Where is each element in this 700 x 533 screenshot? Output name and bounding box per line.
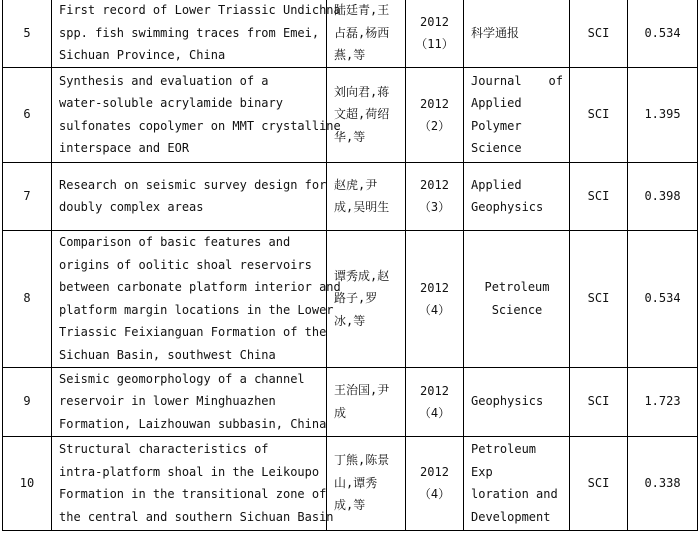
journal-name-line: Science xyxy=(491,302,543,317)
impact-factor-cell: 1.395 xyxy=(628,67,698,162)
authors-line: 谭秀成,赵 xyxy=(334,268,390,283)
publication-year: 2012 xyxy=(420,14,449,29)
row-number-cell: 5 xyxy=(3,0,52,67)
impact-factor-cell: 0.534 xyxy=(628,230,698,367)
index-type-cell: SCI xyxy=(570,230,628,367)
table-row xyxy=(3,0,698,67)
publications-table-body xyxy=(3,0,698,530)
publication-issue: （4） xyxy=(418,487,451,501)
journal-name-line: Geophysics xyxy=(471,200,544,214)
authors-line: 陆廷青,王 xyxy=(334,3,390,17)
authors-line: 文超,荷绍 xyxy=(334,107,390,122)
publication-year: 2012 xyxy=(420,178,449,192)
impact-factor-cell: 0.398 xyxy=(628,162,698,230)
authors-cell xyxy=(327,436,406,530)
journal-cell xyxy=(464,230,570,367)
year-issue-cell xyxy=(406,367,464,436)
authors-cell xyxy=(327,162,406,230)
authors-line: 刘向君,蒋 xyxy=(334,84,390,99)
paper-title-cell xyxy=(52,162,327,230)
authors-cell xyxy=(327,0,406,67)
paper-title-line: Sichuan Province, China xyxy=(59,48,226,62)
paper-title-line: spp. fish swimming traces from Emei, xyxy=(59,25,320,40)
authors-line: 王治国,尹 xyxy=(334,383,390,397)
paper-title-line: reservoir in lower Minghuazhen xyxy=(59,394,276,409)
paper-title-line: intra-platform shoal in the Leikoupo xyxy=(59,464,320,479)
impact-factor-cell: 1.723 xyxy=(628,367,698,436)
year-issue-cell xyxy=(406,162,464,230)
authors-line: 成 xyxy=(334,405,347,420)
impact-factor-cell: 0.338 xyxy=(628,436,698,530)
index-type-cell: SCI xyxy=(570,162,628,230)
journal-name-line: Applied xyxy=(471,96,522,110)
row-number-cell: 7 xyxy=(3,162,52,230)
paper-title-cell xyxy=(52,367,327,436)
paper-title-line: origins of oolitic shoal reservoirs xyxy=(59,257,312,272)
publication-issue: （2） xyxy=(418,118,451,133)
table-row xyxy=(3,367,698,436)
impact-factor-cell: 0.534 xyxy=(628,0,698,67)
paper-title-line: Formation in the transitional zone of xyxy=(59,487,327,501)
paper-title-line: the central and southern Sichuan Basin xyxy=(59,509,334,524)
year-issue-cell xyxy=(406,67,464,162)
authors-line: 冰,等 xyxy=(334,313,366,328)
publication-issue: （3） xyxy=(418,200,451,214)
journal-name-line: loration and xyxy=(471,487,558,501)
publications-table xyxy=(2,0,698,531)
journal-name-line: Geophysics xyxy=(471,394,544,409)
journal-cell xyxy=(464,0,570,67)
paper-title-cell xyxy=(52,0,341,67)
row-number-cell: 8 xyxy=(3,230,52,367)
authors-line: 华,等 xyxy=(334,129,366,144)
journal-cell xyxy=(464,367,570,436)
authors-line: 燕,等 xyxy=(334,48,366,62)
authors-cell xyxy=(327,67,406,162)
authors-line: 成,等 xyxy=(334,498,366,513)
paper-title-line: Structural characteristics of xyxy=(59,442,269,456)
paper-title-line: Research on seismic survey design for xyxy=(59,177,327,192)
publication-issue: （11） xyxy=(415,36,454,51)
authors-line: 丁熊,陈景 xyxy=(334,453,390,468)
authors-line: 山,谭秀 xyxy=(334,475,378,490)
publication-year: 2012 xyxy=(420,280,449,295)
journal-name-line: Petroleum xyxy=(484,280,550,294)
paper-title-line: Triassic Feixianguan Formation of the xyxy=(59,325,327,339)
publication-year: 2012 xyxy=(420,383,449,398)
paper-title-line: interspace and EOR xyxy=(59,141,190,155)
journal-name-line: Petroleum Exp xyxy=(471,442,537,479)
authors-line: 成,吴明生 xyxy=(334,200,390,214)
journal-name-line: Polymer xyxy=(471,118,522,133)
journal-cell xyxy=(464,162,570,230)
index-type-cell: SCI xyxy=(570,67,628,162)
year-issue-cell xyxy=(406,436,464,530)
authors-line: 路子,罗 xyxy=(334,291,378,306)
paper-title-cell xyxy=(52,67,341,162)
journal-cell xyxy=(464,67,570,162)
paper-title-line: Seismic geomorphology of a channel xyxy=(59,371,305,386)
authors-line: 占磊,杨西 xyxy=(334,25,390,40)
row-number-cell: 6 xyxy=(3,67,52,162)
paper-title-cell xyxy=(52,436,334,530)
row-number-cell: 9 xyxy=(3,367,52,436)
paper-title-line: water-soluble acrylamide binary xyxy=(59,96,283,110)
paper-title-line: sulfonates copolymer on MMT crystalline xyxy=(59,118,341,133)
publication-issue: （4） xyxy=(418,405,451,420)
index-type-cell: SCI xyxy=(570,0,628,67)
authors-cell xyxy=(327,367,406,436)
table-row xyxy=(3,230,698,367)
paper-title-line: doubly complex areas xyxy=(59,200,204,214)
paper-title-line: platform margin locations in the Lower xyxy=(59,302,334,317)
table-row xyxy=(3,67,698,162)
publication-year: 2012 xyxy=(420,465,449,479)
journal-name-line: Applied xyxy=(471,177,522,192)
journal-name-line: 科学通报 xyxy=(471,25,520,40)
journal-name-line: Development xyxy=(471,509,551,524)
journal-cell xyxy=(464,436,570,530)
paper-title-line: First record of Lower Triassic Undichna xyxy=(59,3,341,17)
paper-title-line: Sichuan Basin, southwest China xyxy=(59,347,276,362)
publication-year: 2012 xyxy=(420,96,449,111)
authors-line: 赵虎,尹 xyxy=(334,177,378,192)
paper-title-line: Synthesis and evaluation of a xyxy=(59,73,269,88)
index-type-cell: SCI xyxy=(570,436,628,530)
paper-title-line: Comparison of basic features and xyxy=(59,235,291,249)
paper-title-line: between carbonate platform interior and xyxy=(59,280,341,294)
row-number-cell: 10 xyxy=(3,436,52,530)
year-issue-cell xyxy=(406,0,464,67)
publication-issue: （4） xyxy=(418,302,451,317)
table-row xyxy=(3,162,698,230)
paper-title-line: Formation, Laizhouwan subbasin, China xyxy=(59,416,327,431)
year-issue-cell xyxy=(406,230,464,367)
paper-title-cell xyxy=(52,230,341,367)
index-type-cell: SCI xyxy=(570,367,628,436)
journal-name-line: Science xyxy=(471,141,522,155)
journal-name-line: Journal of xyxy=(471,73,563,88)
table-row xyxy=(3,436,698,530)
authors-cell xyxy=(327,230,406,367)
